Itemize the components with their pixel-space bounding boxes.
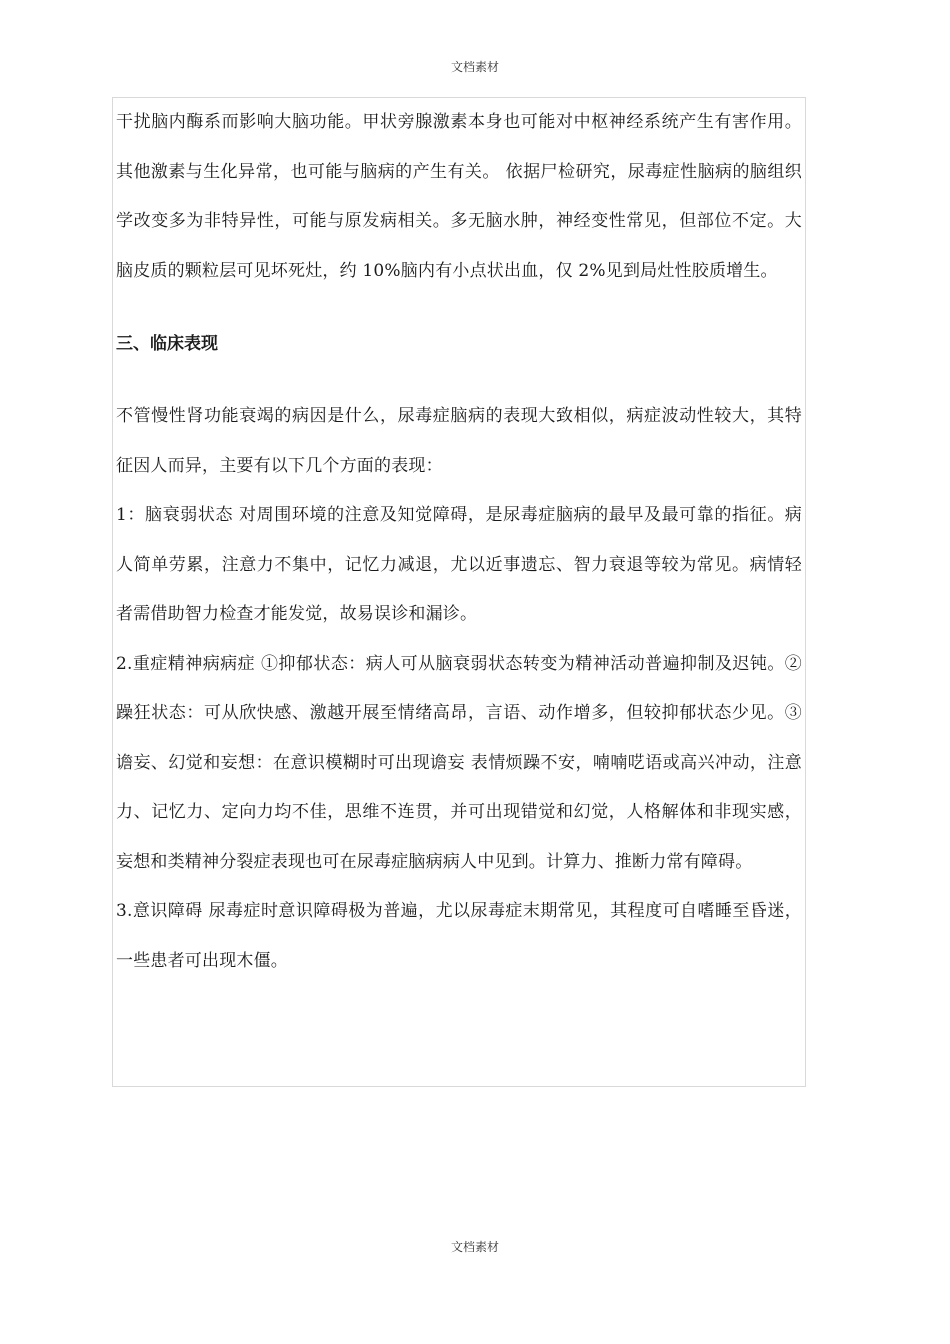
page-header: 文档素材 xyxy=(450,60,499,74)
paragraph-intro: 不管慢性肾功能衰竭的病因是什么，尿毒症脑病的表现大致相似，病症波动性较大，其特征因人而异，主要有以下几个方面的表现： xyxy=(116,406,802,476)
paragraph-item-3: 3.意识障碍 尿毒症时意识障碍极为普遍，尤以尿毒症末期常见，其程度可自嗜睡至昏迷，一些患者可出现木僵。 xyxy=(116,901,802,971)
section-title-clinical: 三、临床表现 xyxy=(116,334,218,354)
document-body xyxy=(112,97,806,1087)
paragraph-item-1: 1：脑衰弱状态 对周围环境的注意及知觉障碍，是尿毒症脑病的最早及最可靠的指征。病人简单劳累，注意力不集中，记忆力减退，尤以近事遗忘、智力衰退等较为常见。病情轻者需借助智力检查才能发觉，故易误诊和漏诊。 xyxy=(116,505,802,624)
page-footer: 文档素材 xyxy=(450,1240,499,1254)
paragraph-pathology: 干扰脑内酶系而影响大脑功能。甲状旁腺激素本身也可能对中枢神经系统产生有害作用。其他激素与生化异常，也可能与脑病的产生有关。 依据尸检研究，尿毒症性脑病的脑组织学改变多为非特异性，可能与原发病相关。多无脑水肿，神经变性常见，但部位不定。大脑皮质的颗粒层可见坏死灶，约 10%脑内有小点状出血，仅 2%见到局灶性胶质增生。 xyxy=(116,112,802,281)
paragraph-item-2: 2.重症精神病病症 ①抑郁状态：病人可从脑衰弱状态转变为精神活动普遍抑制及迟钝。②躁狂状态：可从欣快感、激越开展至情绪高昂，言语、动作增多，但较抑郁状态少见。③谵妄、幻觉和妄想：在意识模糊时可出现谵妄 表情烦躁不安，喃喃呓语或高兴冲动，注意力、记忆力、定向力均不佳，思维不连贯，并可出现错觉和幻觉，人格解体和非现实感，妄想和类精神分裂症表现也可在尿毒症脑病病人中见到。计算力、推断力常有障碍。 xyxy=(116,653,802,872)
